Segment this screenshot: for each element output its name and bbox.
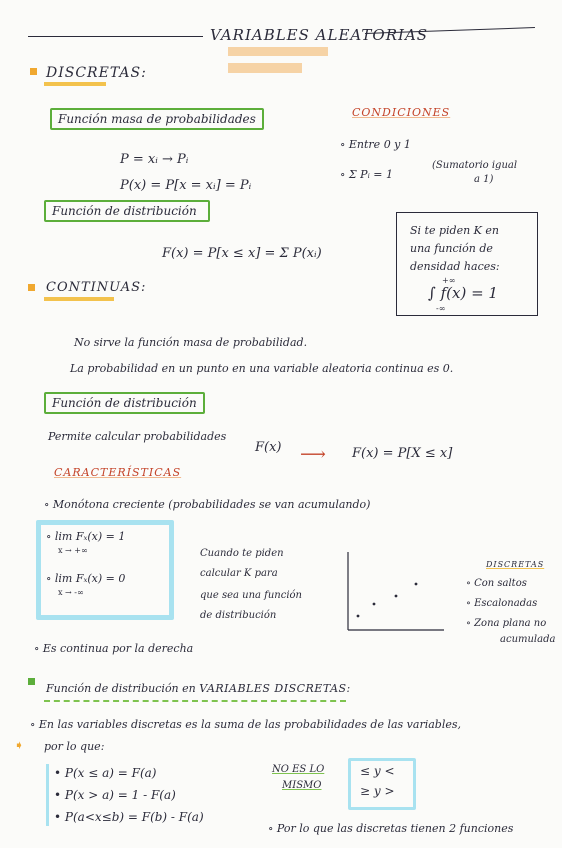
fd-discretas-final xyxy=(268,822,513,835)
k-box-line-1: Si te piden K en xyxy=(410,224,499,237)
circle-bullet-icon: ∘ xyxy=(30,718,39,731)
circle-bullet-icon: ∘ xyxy=(46,572,55,585)
fd-discretas-heading-main: VARIABLES DISCRETAS: xyxy=(199,682,351,695)
limit-2 xyxy=(46,572,125,585)
plot-point xyxy=(357,615,360,618)
formulas-accent-bar xyxy=(46,764,49,826)
circle-bullet-icon: ∘ xyxy=(268,822,277,835)
dot-bullet-icon: • xyxy=(54,766,65,780)
continuas-fx-def: F(x) = P[X ≤ x] xyxy=(352,446,453,461)
limit-1-text: lim Fₓ(x) = 1 xyxy=(54,530,126,543)
condicion-item-1 xyxy=(340,138,411,151)
fd-discretas-heading-prefix: Función de distribución en xyxy=(46,682,196,695)
discretas-side-item-1 xyxy=(466,578,527,589)
formula-le-a xyxy=(54,766,156,780)
fd-discretas-text-1 xyxy=(30,718,461,731)
k-note-1: Cuando te piden xyxy=(200,548,284,559)
discretas-side-item-3 xyxy=(466,618,546,629)
formula-px: P(x) = P[x = xᵢ] = Pᵢ xyxy=(120,178,252,193)
circle-bullet-icon: ∘ xyxy=(340,138,349,151)
condicion-note-1: (Sumatorio igual xyxy=(432,160,518,171)
discretas-side-item-2 xyxy=(466,598,537,609)
condicion-item-2-sum: Σ Pᵢ = 1 xyxy=(348,168,393,181)
condiciones-heading: CONDICIONES xyxy=(352,106,451,119)
k-note-4: de distribución xyxy=(200,610,277,621)
fd-discretas-final-text: Por lo que las discretas tienen 2 funciones xyxy=(276,822,514,835)
formula-gt-a-text: P(x > a) = 1 - F(a) xyxy=(64,788,176,802)
caract-item-3 xyxy=(34,642,193,655)
discretas-side-item-4: acumulada xyxy=(500,634,556,645)
dot-bullet-icon: • xyxy=(54,788,65,802)
page-title: VARIABLES ALEATORIAS xyxy=(210,26,429,44)
formula-gt-a xyxy=(54,788,176,802)
formula-range xyxy=(54,810,204,824)
circle-bullet-icon: ∘ xyxy=(466,578,475,589)
formula-pxi: P = xᵢ → Pᵢ xyxy=(120,152,189,167)
plot-point xyxy=(373,603,376,606)
circle-bullet-icon: ∘ xyxy=(466,598,475,609)
limit-2-text: lim Fₓ(x) = 0 xyxy=(54,572,126,585)
fmp-label-box: Función masa de probabilidades xyxy=(50,108,264,130)
title-highlight xyxy=(228,47,328,56)
caract-item-1 xyxy=(44,498,370,511)
pointer-arrow-icon: ➧ xyxy=(14,738,25,752)
circle-bullet-icon: ∘ xyxy=(340,168,349,181)
k-box-line-3: densidad haces: xyxy=(410,260,500,273)
circle-bullet-icon: ∘ xyxy=(44,498,53,511)
comparison-2: ≥ y > xyxy=(360,784,395,798)
discretas-side-item-3-text: Zona plana no xyxy=(474,618,547,629)
continuas-note-2: La probabilidad en un punto en una variable aleatoria continua es 0. xyxy=(70,362,454,375)
fd-discretas-text-1-content: En las variables discretas es la suma de las probabilidades de las variables, xyxy=(38,718,461,731)
circle-bullet-icon: ∘ xyxy=(46,530,55,543)
k-box-upper: +∞ xyxy=(442,276,456,285)
fd-discretas-text-2: por lo que: xyxy=(44,740,105,753)
limit-1 xyxy=(46,530,125,543)
k-box-integral: ∫ f(x) = 1 xyxy=(428,284,498,302)
discretas-underline xyxy=(44,82,106,86)
discretas-heading: DISCRETAS: xyxy=(46,65,147,81)
no-es-line-1: NO ES LO xyxy=(272,764,325,775)
comparison-1: ≤ y < xyxy=(360,764,395,778)
continuas-heading: CONTINUAS: xyxy=(46,280,147,295)
limit-1-sub: x → +∞ xyxy=(58,546,88,555)
plot-point xyxy=(395,595,398,598)
no-es-line-2: MISMO xyxy=(282,780,322,791)
k-box-line-2: una función de xyxy=(410,242,493,255)
continuas-fd-box: Función de distribución xyxy=(44,392,205,414)
condicion-note-2: a 1) xyxy=(474,174,494,185)
discretas-side-heading: DISCRETAS xyxy=(486,560,545,569)
formula-fx-sum: F(x) = P[x ≤ x] = Σ P(xᵢ) xyxy=(162,246,322,261)
fd-discretas-dashed-underline xyxy=(44,700,346,702)
fd-discretas-heading xyxy=(46,682,351,695)
continuas-bullet-icon xyxy=(28,284,35,291)
caract-item-3-text: Es continua por la derecha xyxy=(42,642,194,655)
k-note-2: calcular K para xyxy=(200,568,278,579)
title-highlight-2 xyxy=(228,63,302,73)
discretas-side-item-1-text: Con saltos xyxy=(474,578,527,589)
discretas-bullet-icon xyxy=(30,68,37,75)
dot-bullet-icon: • xyxy=(54,810,65,824)
circle-bullet-icon: ∘ xyxy=(34,642,43,655)
k-note-3: que sea una función xyxy=(200,590,302,601)
caracteristicas-heading: CARACTERÍSTICAS xyxy=(54,466,182,479)
condicion-item-1-text: Entre 0 y 1 xyxy=(348,138,411,151)
continuas-underline xyxy=(44,297,114,301)
continuas-note-1: No sirve la función masa de probabilidad. xyxy=(74,336,308,349)
plot-point xyxy=(415,583,418,586)
caract-item-1-text: Monótona creciente (probabilidades se van acumulando) xyxy=(52,498,371,511)
circle-bullet-icon: ∘ xyxy=(466,618,475,629)
arrow-right-icon: ⟶ xyxy=(300,444,326,465)
k-box-lower: -∞ xyxy=(436,304,446,313)
formula-le-a-text: P(x ≤ a) = F(a) xyxy=(64,766,157,780)
formula-range-text: P(a<x≤b) = F(b) - F(a) xyxy=(64,810,204,824)
discretas-side-item-2-text: Escalonadas xyxy=(474,598,538,609)
continuas-fx: F(x) xyxy=(255,440,282,455)
fd-discretas-bullet-icon xyxy=(28,678,35,685)
step-plot-sketch xyxy=(340,548,450,634)
condicion-item-2 xyxy=(340,168,393,181)
limit-2-sub: x → -∞ xyxy=(58,588,84,597)
fd-label-box: Función de distribución xyxy=(44,200,210,222)
permite-text: Permite calcular probabilidades xyxy=(48,430,227,443)
title-rule-left xyxy=(28,36,203,37)
